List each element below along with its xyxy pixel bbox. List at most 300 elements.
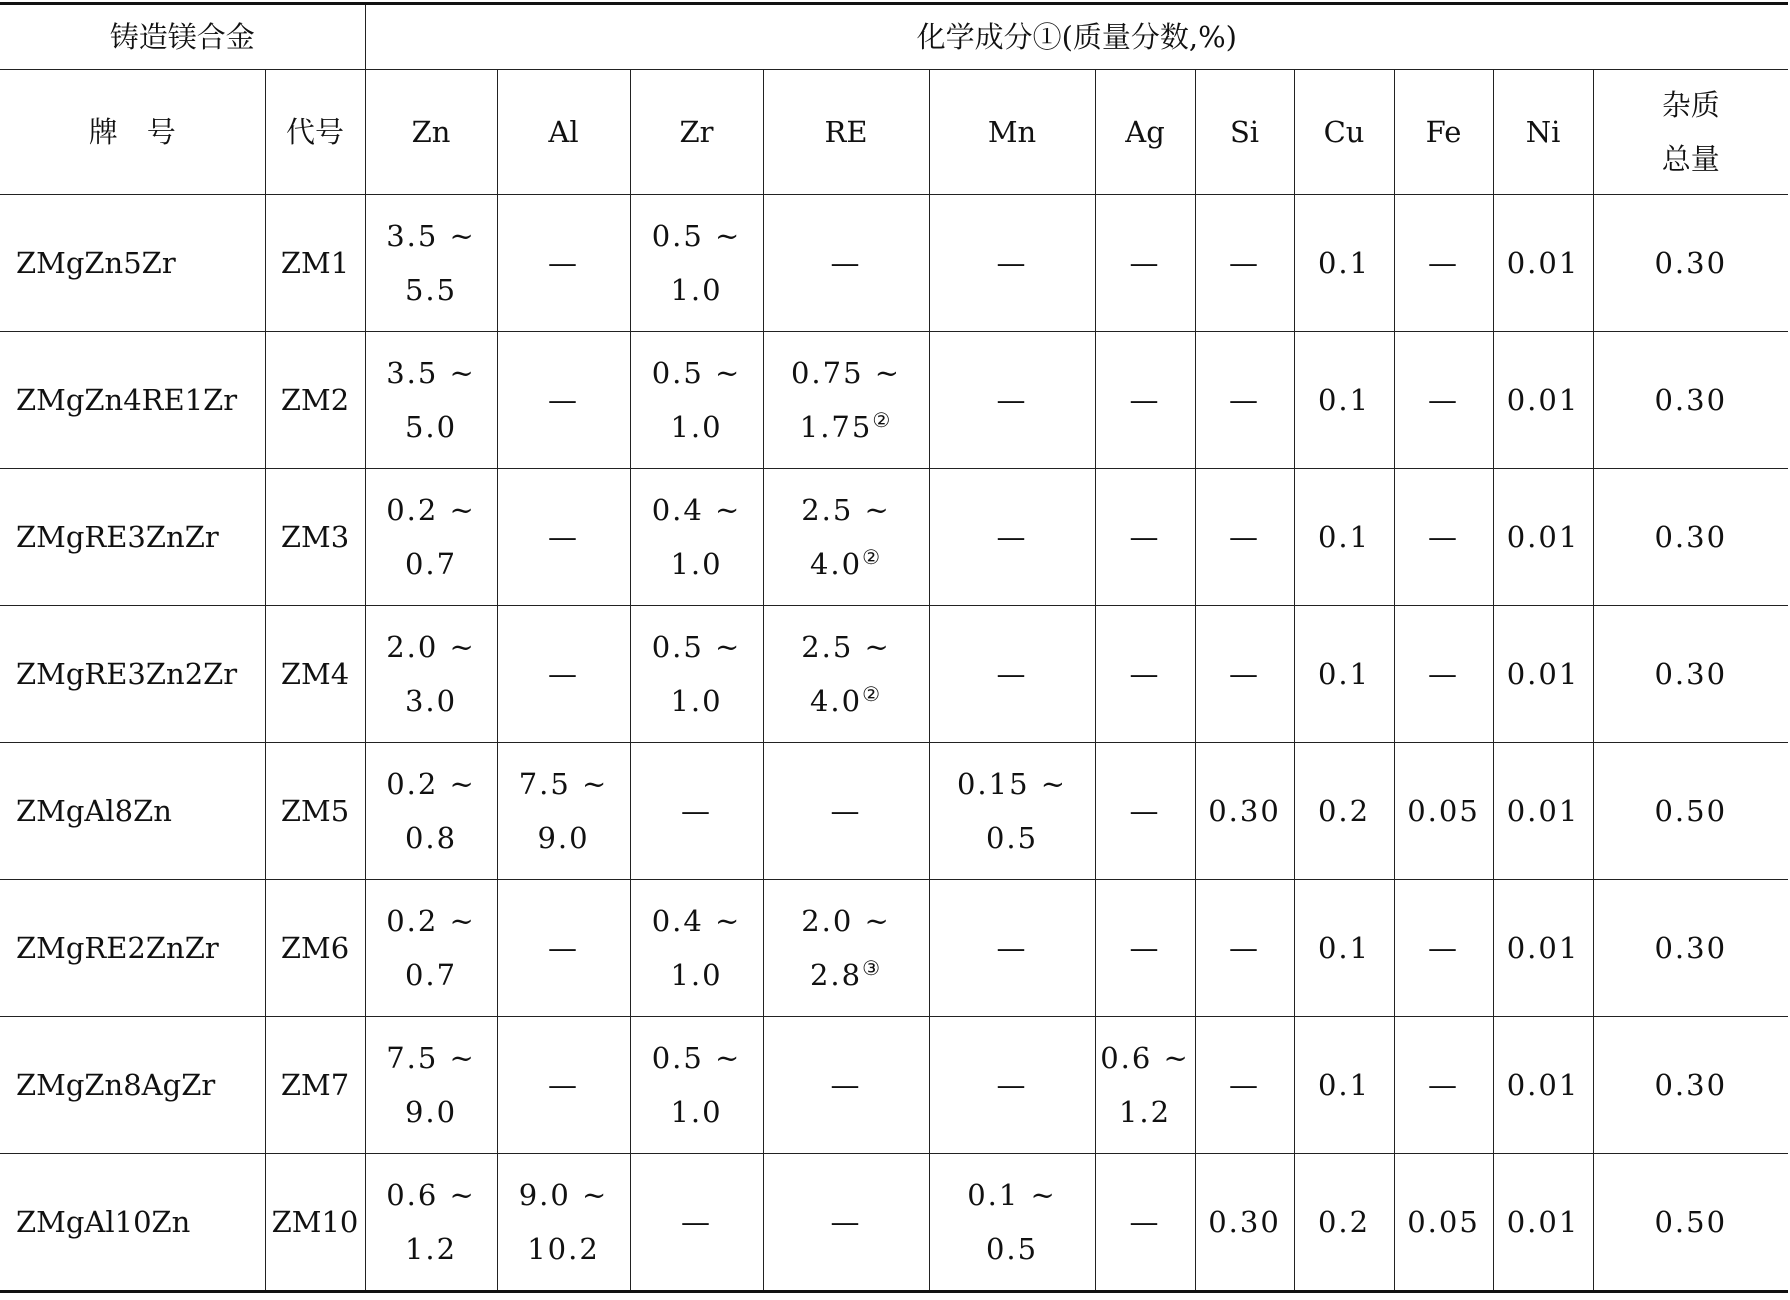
value-text xyxy=(1295,373,1394,427)
value-number: — xyxy=(1229,657,1261,691)
value-text xyxy=(764,537,929,591)
si-value-cell xyxy=(1195,332,1294,469)
fe-value-cell xyxy=(1394,743,1493,880)
value-text xyxy=(1096,1195,1195,1249)
value-number: 0.5 ~ xyxy=(651,630,742,664)
value-number: 0.2 xyxy=(1317,794,1371,828)
footnote-marker: ② xyxy=(862,545,883,569)
value-text xyxy=(631,263,763,317)
si-value-cell xyxy=(1195,606,1294,743)
value-number: 0.75 ~ xyxy=(790,356,902,390)
value-number: 0.30 xyxy=(1208,1205,1281,1239)
value-number: 0.05 xyxy=(1407,794,1480,828)
value-text xyxy=(1196,373,1294,427)
impurity-total-value-cell xyxy=(1593,332,1788,469)
value-number: — xyxy=(1229,246,1261,280)
value-number: 1.0 xyxy=(670,410,723,444)
value-text xyxy=(498,1222,630,1276)
table-row xyxy=(0,1154,1788,1292)
value-text xyxy=(764,1195,929,1249)
mn-value-cell xyxy=(929,880,1095,1017)
value-number: 0.1 xyxy=(1317,657,1371,691)
value-text xyxy=(764,948,929,1002)
re-value-cell xyxy=(763,1017,929,1154)
value-text xyxy=(930,647,1095,701)
al-value-cell xyxy=(497,606,630,743)
value-number: 1.2 xyxy=(1118,1095,1172,1129)
value-text xyxy=(930,1222,1095,1276)
ni-value-cell xyxy=(1493,1017,1593,1154)
al-value-cell xyxy=(497,1017,630,1154)
code-cell: ZM1 xyxy=(265,195,365,332)
group-title: 铸造镁合金 xyxy=(109,20,255,54)
value-number: — xyxy=(1129,657,1161,691)
value-number: — xyxy=(1129,794,1161,828)
fe-value-cell xyxy=(1394,1017,1493,1154)
value-text xyxy=(1395,373,1493,427)
column-header-ag: Ag xyxy=(1095,70,1195,195)
value-number: 0.05 xyxy=(1407,1205,1480,1239)
grade-cell: ZMgZn8AgZr xyxy=(0,1017,265,1154)
value-number: 4.0 xyxy=(809,684,863,718)
value-text xyxy=(366,537,497,591)
value-number: 1.0 xyxy=(670,1095,723,1129)
value-text xyxy=(1494,1195,1593,1249)
ni-value-cell xyxy=(1493,880,1593,1017)
value-number: 0.01 xyxy=(1506,520,1580,554)
mn-value-cell xyxy=(929,469,1095,606)
value-text xyxy=(366,1085,497,1139)
value-text xyxy=(764,346,929,400)
value-number: — xyxy=(548,1068,580,1102)
value-number: 0.30 xyxy=(1654,1068,1728,1102)
value-text xyxy=(631,483,763,537)
mn-value-cell xyxy=(929,606,1095,743)
fe-value-cell xyxy=(1394,195,1493,332)
value-number: 0.01 xyxy=(1506,1068,1580,1102)
column-header-grade xyxy=(0,70,265,195)
value-number: 0.50 xyxy=(1654,794,1728,828)
value-text xyxy=(1594,921,1789,975)
value-text xyxy=(1494,1058,1593,1112)
value-text xyxy=(930,1058,1095,1112)
value-text xyxy=(1395,784,1493,838)
value-number: 9.0 xyxy=(404,1095,458,1129)
value-text xyxy=(498,811,630,865)
value-text xyxy=(1494,921,1593,975)
value-number: 0.2 ~ xyxy=(386,904,476,938)
value-number: 3.5 ~ xyxy=(386,219,476,253)
value-text xyxy=(498,236,630,290)
value-number: 0.4 ~ xyxy=(651,904,742,938)
cu-value-cell xyxy=(1294,332,1394,469)
footnote-marker: ③ xyxy=(862,956,883,980)
mn-value-cell xyxy=(929,1017,1095,1154)
value-number: 0.15 ~ xyxy=(956,767,1068,801)
value-number: — xyxy=(830,794,862,828)
value-text xyxy=(366,620,497,674)
value-text xyxy=(1295,1195,1394,1249)
value-number: 0.1 xyxy=(1317,520,1371,554)
mn-value-cell xyxy=(929,1154,1095,1292)
zn-value-cell xyxy=(365,195,497,332)
value-number: 2.0 ~ xyxy=(801,904,891,938)
group-title-cell xyxy=(0,4,365,70)
value-number: 0.4 ~ xyxy=(651,493,742,527)
value-number: — xyxy=(548,657,580,691)
value-text xyxy=(1594,1058,1789,1112)
table-row xyxy=(0,880,1788,1017)
value-text xyxy=(1494,236,1593,290)
value-text xyxy=(366,894,497,948)
value-number: — xyxy=(830,1068,862,1102)
al-value-cell xyxy=(497,743,630,880)
value-number: — xyxy=(1129,520,1161,554)
value-number: — xyxy=(996,931,1028,965)
value-number: — xyxy=(548,520,580,554)
value-text xyxy=(1196,510,1294,564)
re-value-cell xyxy=(763,332,929,469)
impurity-label-line2: 总量 xyxy=(1661,142,1720,176)
grade-cell: ZMgZn5Zr xyxy=(0,195,265,332)
value-number: 0.6 ~ xyxy=(1100,1041,1190,1075)
fe-value-cell xyxy=(1394,880,1493,1017)
value-text xyxy=(764,674,929,728)
value-text xyxy=(631,537,763,591)
si-value-cell xyxy=(1195,880,1294,1017)
cu-value-cell xyxy=(1294,195,1394,332)
value-text xyxy=(631,620,763,674)
footnote-marker: ② xyxy=(862,682,883,706)
ag-value-cell xyxy=(1095,332,1195,469)
value-number: — xyxy=(1428,520,1460,554)
value-number: 0.1 xyxy=(1317,246,1371,280)
grade-cell: ZMgAl10Zn xyxy=(0,1154,265,1292)
value-text xyxy=(1395,236,1493,290)
column-header-cu: Cu xyxy=(1294,70,1394,195)
column-header-fe: Fe xyxy=(1394,70,1493,195)
re-value-cell xyxy=(763,1154,929,1292)
value-number: 2.0 ~ xyxy=(386,630,476,664)
table-row xyxy=(0,195,1788,332)
value-text xyxy=(1196,236,1294,290)
value-number: — xyxy=(548,931,580,965)
value-number: — xyxy=(1428,657,1460,691)
re-value-cell xyxy=(763,195,929,332)
value-number: — xyxy=(830,1205,862,1239)
ag-value-cell xyxy=(1095,1017,1195,1154)
value-number: — xyxy=(681,1205,713,1239)
value-number: 1.0 xyxy=(670,958,723,992)
value-text xyxy=(498,647,630,701)
value-number: 0.1 xyxy=(1317,383,1371,417)
value-number: 7.5 ~ xyxy=(518,767,609,801)
value-text xyxy=(366,400,497,454)
value-number: 0.8 xyxy=(404,821,458,855)
value-text xyxy=(498,373,630,427)
value-number: 0.01 xyxy=(1506,794,1580,828)
value-number: — xyxy=(1428,383,1460,417)
value-number: 0.01 xyxy=(1506,383,1580,417)
fe-value-cell xyxy=(1394,469,1493,606)
zr-value-cell xyxy=(630,332,763,469)
value-number: — xyxy=(1129,383,1161,417)
composition-title-cell xyxy=(365,4,1788,70)
ni-value-cell xyxy=(1493,469,1593,606)
impurity-label-line1: 杂质 xyxy=(1661,88,1720,122)
value-text xyxy=(631,1031,763,1085)
value-text xyxy=(498,1058,630,1112)
column-header-mn: Mn xyxy=(929,70,1095,195)
code-cell: ZM2 xyxy=(265,332,365,469)
value-text xyxy=(930,757,1095,811)
impurity-total-value-cell xyxy=(1593,743,1788,880)
value-text xyxy=(764,483,929,537)
value-number: — xyxy=(830,246,862,280)
value-text xyxy=(1295,921,1394,975)
value-number: — xyxy=(1129,246,1161,280)
column-header-zn: Zn xyxy=(365,70,497,195)
value-number: 0.01 xyxy=(1506,246,1580,280)
value-number: 0.5 xyxy=(985,1232,1039,1266)
value-number: 0.50 xyxy=(1654,1205,1728,1239)
value-number: 0.2 xyxy=(1317,1205,1371,1239)
value-number: 1.2 xyxy=(404,1232,458,1266)
value-number: 0.5 ~ xyxy=(651,1041,742,1075)
value-number: — xyxy=(1229,520,1261,554)
value-text xyxy=(764,620,929,674)
zn-value-cell xyxy=(365,606,497,743)
value-text xyxy=(1395,921,1493,975)
zr-value-cell xyxy=(630,469,763,606)
value-text xyxy=(1494,510,1593,564)
impurity-total-value-cell xyxy=(1593,606,1788,743)
zn-value-cell xyxy=(365,743,497,880)
value-number: — xyxy=(1229,1068,1261,1102)
al-value-cell xyxy=(497,1154,630,1292)
cu-value-cell xyxy=(1294,606,1394,743)
ni-value-cell xyxy=(1493,195,1593,332)
value-number: 5.0 xyxy=(404,410,458,444)
column-header-re: RE xyxy=(763,70,929,195)
value-number: 0.5 xyxy=(985,821,1039,855)
value-number: 0.01 xyxy=(1506,657,1580,691)
mn-value-cell xyxy=(929,743,1095,880)
value-text xyxy=(366,263,497,317)
cu-value-cell xyxy=(1294,880,1394,1017)
column-header-code-label: 代号 xyxy=(286,115,345,149)
value-number: 2.5 ~ xyxy=(801,630,891,664)
value-number: — xyxy=(1428,246,1460,280)
si-value-cell xyxy=(1195,1017,1294,1154)
value-text xyxy=(1594,236,1789,290)
value-text xyxy=(498,757,630,811)
cu-value-cell xyxy=(1294,1017,1394,1154)
zr-value-cell xyxy=(630,1154,763,1292)
code-cell: ZM10 xyxy=(265,1154,365,1292)
code-cell: ZM5 xyxy=(265,743,365,880)
value-number: — xyxy=(681,794,713,828)
value-number: 4.0 xyxy=(809,547,863,581)
value-number: 3.0 xyxy=(404,684,458,718)
mn-value-cell xyxy=(929,195,1095,332)
header-row-top xyxy=(0,4,1788,70)
value-text xyxy=(1494,647,1593,701)
value-number: 1.0 xyxy=(670,684,723,718)
value-text xyxy=(1594,784,1789,838)
value-text xyxy=(1395,510,1493,564)
value-number: 0.30 xyxy=(1654,383,1728,417)
value-number: — xyxy=(1129,1205,1161,1239)
zn-value-cell xyxy=(365,880,497,1017)
cu-value-cell xyxy=(1294,1154,1394,1292)
value-text xyxy=(1295,647,1394,701)
ni-value-cell xyxy=(1493,743,1593,880)
value-number: — xyxy=(996,383,1028,417)
value-number: 0.5 ~ xyxy=(651,219,742,253)
table-row xyxy=(0,606,1788,743)
value-text xyxy=(1395,1195,1493,1249)
column-header-ni: Ni xyxy=(1493,70,1593,195)
value-text xyxy=(1096,647,1195,701)
value-number: — xyxy=(996,1068,1028,1102)
zr-value-cell xyxy=(630,880,763,1017)
table-body xyxy=(0,195,1788,1292)
value-text xyxy=(1196,647,1294,701)
grade-cell: ZMgRE3Zn2Zr xyxy=(0,606,265,743)
value-number: 0.5 ~ xyxy=(651,356,742,390)
grade-cell: ZMgRE2ZnZr xyxy=(0,880,265,1017)
value-text xyxy=(764,894,929,948)
value-text xyxy=(1494,373,1593,427)
value-text xyxy=(1494,784,1593,838)
alloy-composition-table xyxy=(0,2,1788,1293)
ag-value-cell xyxy=(1095,880,1195,1017)
impurity-total-value-cell xyxy=(1593,880,1788,1017)
al-value-cell xyxy=(497,880,630,1017)
impurity-total-value-cell xyxy=(1593,1017,1788,1154)
value-text xyxy=(366,483,497,537)
value-number: 9.0 xyxy=(537,821,590,855)
fe-value-cell xyxy=(1394,1154,1493,1292)
value-number: 9.0 ~ xyxy=(518,1178,609,1212)
value-text xyxy=(764,784,929,838)
value-text xyxy=(498,510,630,564)
value-text xyxy=(366,346,497,400)
value-number: — xyxy=(1428,1068,1460,1102)
value-text xyxy=(1295,510,1394,564)
value-text xyxy=(930,921,1095,975)
zr-value-cell xyxy=(630,606,763,743)
grade-cell: ZMgRE3ZnZr xyxy=(0,469,265,606)
value-text xyxy=(1096,373,1195,427)
zn-value-cell xyxy=(365,1154,497,1292)
mn-value-cell xyxy=(929,332,1095,469)
column-header-grade-label: 牌 号 xyxy=(88,115,176,149)
value-number: 0.2 ~ xyxy=(386,493,476,527)
al-value-cell xyxy=(497,469,630,606)
value-number: 2.8 xyxy=(809,958,863,992)
value-text xyxy=(1594,373,1789,427)
value-number: 0.01 xyxy=(1506,931,1580,965)
footnote-marker: ② xyxy=(872,408,893,432)
table-row xyxy=(0,743,1788,880)
value-number: 0.1 ~ xyxy=(967,1178,1057,1212)
value-text xyxy=(366,811,497,865)
value-text xyxy=(1196,1195,1294,1249)
value-text xyxy=(631,346,763,400)
value-number: — xyxy=(548,246,580,280)
value-text xyxy=(930,236,1095,290)
table-row xyxy=(0,332,1788,469)
grade-cell: ZMgZn4RE1Zr xyxy=(0,332,265,469)
zr-value-cell xyxy=(630,195,763,332)
value-text xyxy=(631,400,763,454)
ni-value-cell xyxy=(1493,1154,1593,1292)
value-text xyxy=(366,1222,497,1276)
value-text xyxy=(1594,1195,1789,1249)
value-text xyxy=(1096,1031,1195,1085)
value-text xyxy=(1395,647,1493,701)
value-number: — xyxy=(996,520,1028,554)
al-value-cell xyxy=(497,332,630,469)
code-cell: ZM3 xyxy=(265,469,365,606)
re-value-cell xyxy=(763,743,929,880)
value-number: 3.5 ~ xyxy=(386,356,476,390)
value-number: 2.5 ~ xyxy=(801,493,891,527)
value-text xyxy=(1096,921,1195,975)
impurity-total-value-cell xyxy=(1593,1154,1788,1292)
value-text xyxy=(764,1058,929,1112)
value-text xyxy=(764,236,929,290)
value-number: 0.7 xyxy=(404,958,458,992)
ag-value-cell xyxy=(1095,743,1195,880)
value-number: 0.1 xyxy=(1317,931,1371,965)
value-text xyxy=(631,1085,763,1139)
value-number: — xyxy=(1229,383,1261,417)
impurity-total-value-cell xyxy=(1593,195,1788,332)
value-text xyxy=(366,1168,497,1222)
fe-value-cell xyxy=(1394,332,1493,469)
value-number: — xyxy=(996,246,1028,280)
value-text xyxy=(930,1168,1095,1222)
code-cell: ZM6 xyxy=(265,880,365,1017)
ag-value-cell xyxy=(1095,195,1195,332)
value-text xyxy=(1096,236,1195,290)
value-number: — xyxy=(548,383,580,417)
value-text xyxy=(1295,784,1394,838)
value-text xyxy=(1096,784,1195,838)
value-text xyxy=(1594,647,1789,701)
value-text xyxy=(1295,1058,1394,1112)
value-text xyxy=(498,921,630,975)
value-number: 0.1 xyxy=(1317,1068,1371,1102)
column-header-code xyxy=(265,70,365,195)
value-text xyxy=(930,811,1095,865)
value-text xyxy=(1096,1085,1195,1139)
value-text xyxy=(366,757,497,811)
value-text xyxy=(1196,921,1294,975)
re-value-cell xyxy=(763,606,929,743)
value-number: 0.30 xyxy=(1654,931,1728,965)
value-number: 5.5 xyxy=(404,273,458,307)
si-value-cell xyxy=(1195,195,1294,332)
value-text xyxy=(498,1168,630,1222)
column-header-al: Al xyxy=(497,70,630,195)
column-header-impurity-total xyxy=(1593,70,1788,195)
value-text xyxy=(631,894,763,948)
value-number: 0.30 xyxy=(1654,246,1728,280)
